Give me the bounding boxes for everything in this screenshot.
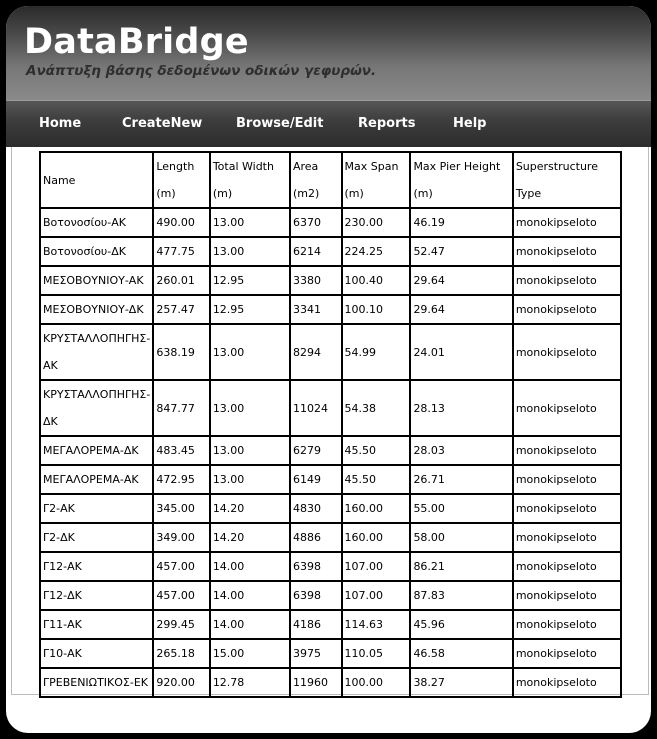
table-cell: 14.20 — [210, 523, 290, 552]
table-cell: 8294 — [290, 324, 342, 380]
app-title: DataBridge — [24, 22, 249, 62]
table-cell: 58.00 — [410, 523, 512, 552]
bridge-name-cell: Γ12-ΔΚ — [40, 581, 153, 610]
table-cell: 107.00 — [342, 581, 411, 610]
bridge-name-cell: Γ2-ΑΚ — [40, 494, 153, 523]
table-cell: 52.47 — [410, 237, 512, 266]
table-row[interactable] — [40, 465, 621, 494]
column-header-unit: (m) — [212, 187, 233, 200]
table-cell: 110.05 — [342, 639, 411, 668]
table-cell: monokipseloto — [513, 639, 621, 668]
table-row[interactable] — [40, 208, 621, 237]
bridge-name-cell: ΜΕΓΑΛΟΡΕΜΑ-ΑΚ — [40, 465, 153, 494]
table-cell: monokipseloto — [513, 552, 621, 581]
table-cell: 100.40 — [342, 266, 411, 295]
bridge-name-cell: Βοτονοσίου-ΑΚ — [40, 208, 153, 237]
table-cell: 13.00 — [210, 208, 290, 237]
table-cell: 55.00 — [410, 494, 512, 523]
table-cell: 457.00 — [153, 552, 209, 581]
column-header-label: Name — [43, 173, 76, 187]
table-row[interactable] — [40, 237, 621, 266]
nav-create-new[interactable]: CreateNew — [122, 116, 203, 131]
table-cell: monokipseloto — [513, 581, 621, 610]
table-cell: 11960 — [290, 668, 342, 697]
bridge-name-cell: ΜΕΣΟΒΟΥΝΙΟΥ-ΔΚ — [40, 295, 153, 324]
column-header-label: Length — [156, 160, 195, 173]
table-cell: 457.00 — [153, 581, 209, 610]
table-cell: 260.01 — [153, 266, 209, 295]
bridge-name-cell: ΚΡΥΣΤΑΛΛΟΠΗΓΗΣ-ΔΚ — [40, 380, 153, 436]
table-row[interactable] — [40, 295, 621, 324]
table-cell: 257.47 — [153, 295, 209, 324]
table-cell: 3341 — [290, 295, 342, 324]
column-header-unit: Type — [515, 187, 542, 200]
app-window — [6, 6, 651, 733]
bridge-name-cell: ΓΡΕΒΕΝΙΩΤΙΚΟΣ-ΕΚ — [40, 668, 153, 697]
table-cell: 230.00 — [342, 208, 411, 237]
table-cell: 54.38 — [342, 380, 411, 436]
table-cell: 54.99 — [342, 324, 411, 380]
table-cell: 3975 — [290, 639, 342, 668]
bridge-name-cell: Γ10-ΑΚ — [40, 639, 153, 668]
table-row[interactable] — [40, 639, 621, 668]
table-cell: 12.95 — [210, 266, 290, 295]
table-cell: 14.00 — [210, 610, 290, 639]
nav-reports[interactable]: Reports — [358, 116, 416, 131]
bridge-name-cell: Γ11-ΑΚ — [40, 610, 153, 639]
table-row[interactable] — [40, 324, 621, 380]
table-cell: 107.00 — [342, 552, 411, 581]
main-nav — [6, 100, 651, 147]
table-row[interactable] — [40, 523, 621, 552]
column-header-unit: (m) — [413, 187, 433, 200]
bridge-name-cell: Βοτονοσίου-ΔΚ — [40, 237, 153, 266]
table-cell: 114.63 — [342, 610, 411, 639]
table-cell: 13.00 — [210, 465, 290, 494]
column-header-label: Superstructure — [515, 160, 598, 173]
table-cell: monokipseloto — [513, 465, 621, 494]
table-cell: 4830 — [290, 494, 342, 523]
table-cell: 4886 — [290, 523, 342, 552]
column-header — [513, 152, 621, 208]
table-cell: 265.18 — [153, 639, 209, 668]
table-cell: 345.00 — [153, 494, 209, 523]
nav-home[interactable]: Home — [39, 116, 82, 131]
column-header-label: Area — [292, 160, 319, 173]
table-cell: 920.00 — [153, 668, 209, 697]
table-cell: monokipseloto — [513, 436, 621, 465]
table-cell: 24.01 — [410, 324, 512, 380]
table-cell: 349.00 — [153, 523, 209, 552]
table-cell: 13.00 — [210, 324, 290, 380]
bridge-name-cell: ΜΕΓΑΛΟΡΕΜΑ-ΔΚ — [40, 436, 153, 465]
column-header — [210, 152, 290, 208]
table-cell: 15.00 — [210, 639, 290, 668]
table-cell: monokipseloto — [513, 266, 621, 295]
table-cell: 6370 — [290, 208, 342, 237]
table-cell: 6398 — [290, 581, 342, 610]
table-cell: 14.00 — [210, 552, 290, 581]
table-cell: 224.25 — [342, 237, 411, 266]
table-cell: 4186 — [290, 610, 342, 639]
table-row[interactable] — [40, 494, 621, 523]
table-cell: 160.00 — [342, 523, 411, 552]
table-cell: monokipseloto — [513, 380, 621, 436]
bridge-name-cell: Γ2-ΔΚ — [40, 523, 153, 552]
table-cell: monokipseloto — [513, 668, 621, 697]
column-header — [40, 152, 153, 208]
table-cell: 12.95 — [210, 295, 290, 324]
table-cell: monokipseloto — [513, 523, 621, 552]
table-cell: monokipseloto — [513, 295, 621, 324]
table-cell: 3380 — [290, 266, 342, 295]
table-cell: 29.64 — [410, 295, 512, 324]
table-cell: 45.50 — [342, 465, 411, 494]
table-cell: 490.00 — [153, 208, 209, 237]
table-cell: monokipseloto — [513, 237, 621, 266]
column-header-unit: (m2) — [292, 187, 320, 200]
table-row[interactable] — [40, 380, 621, 436]
column-header — [290, 152, 342, 208]
column-header-unit: (m) — [156, 187, 176, 200]
table-cell: 28.03 — [410, 436, 512, 465]
table-cell: 100.10 — [342, 295, 411, 324]
table-cell: 847.77 — [153, 380, 209, 436]
table-cell: 483.45 — [153, 436, 209, 465]
nav-browse-edit[interactable]: Browse/Edit — [236, 116, 324, 131]
table-cell: monokipseloto — [513, 324, 621, 380]
table-cell: 45.96 — [410, 610, 512, 639]
table-cell: 13.00 — [210, 436, 290, 465]
table-cell: 477.75 — [153, 237, 209, 266]
table-cell: 12.78 — [210, 668, 290, 697]
bridges-table — [39, 151, 622, 698]
column-header-label: Max Pier Height — [413, 160, 501, 173]
content-area — [11, 147, 649, 695]
column-header — [153, 152, 209, 208]
table-cell: 638.19 — [153, 324, 209, 380]
table-cell: monokipseloto — [513, 208, 621, 237]
table-row[interactable] — [40, 668, 621, 697]
table-row[interactable] — [40, 610, 621, 639]
table-row[interactable] — [40, 266, 621, 295]
app-subtitle: Ανάπτυξη βάσης δεδομένων οδικών γεφυρών. — [26, 63, 377, 79]
table-cell: 29.64 — [410, 266, 512, 295]
table-cell: 86.21 — [410, 552, 512, 581]
column-header-label: Total Width — [212, 160, 274, 173]
bridge-name-cell: Γ12-ΑΚ — [40, 552, 153, 581]
table-cell: 160.00 — [342, 494, 411, 523]
table-cell: 38.27 — [410, 668, 512, 697]
column-header-label: Max Span — [344, 160, 399, 173]
table-cell: 472.95 — [153, 465, 209, 494]
table-cell: 46.19 — [410, 208, 512, 237]
table-cell: 26.71 — [410, 465, 512, 494]
table-cell: 45.50 — [342, 436, 411, 465]
table-cell: 14.00 — [210, 581, 290, 610]
table-cell: 14.20 — [210, 494, 290, 523]
table-cell: 46.58 — [410, 639, 512, 668]
column-header — [410, 152, 512, 208]
table-row[interactable] — [40, 581, 621, 610]
table-body — [40, 208, 621, 697]
bridge-name-cell: ΜΕΣΟΒΟΥΝΙΟΥ-ΑΚ — [40, 266, 153, 295]
table-cell: 13.00 — [210, 237, 290, 266]
table-cell: 28.13 — [410, 380, 512, 436]
bridge-name-cell: ΚΡΥΣΤΑΛΛΟΠΗΓΗΣ-ΑΚ — [40, 324, 153, 380]
table-cell: monokipseloto — [513, 610, 621, 639]
table-cell: 299.45 — [153, 610, 209, 639]
table-cell: 87.83 — [410, 581, 512, 610]
table-cell: monokipseloto — [513, 494, 621, 523]
table-cell: 6398 — [290, 552, 342, 581]
table-cell: 100.00 — [342, 668, 411, 697]
column-header — [342, 152, 411, 208]
table-cell: 13.00 — [210, 380, 290, 436]
nav-help[interactable]: Help — [453, 116, 487, 131]
header — [6, 6, 651, 100]
table-header-row — [40, 152, 621, 208]
table-cell: 11024 — [290, 380, 342, 436]
table-row[interactable] — [40, 552, 621, 581]
table-cell: 6149 — [290, 465, 342, 494]
table-row[interactable] — [40, 436, 621, 465]
table-cell: 6279 — [290, 436, 342, 465]
column-header-unit: (m) — [344, 187, 364, 200]
table-cell: 6214 — [290, 237, 342, 266]
